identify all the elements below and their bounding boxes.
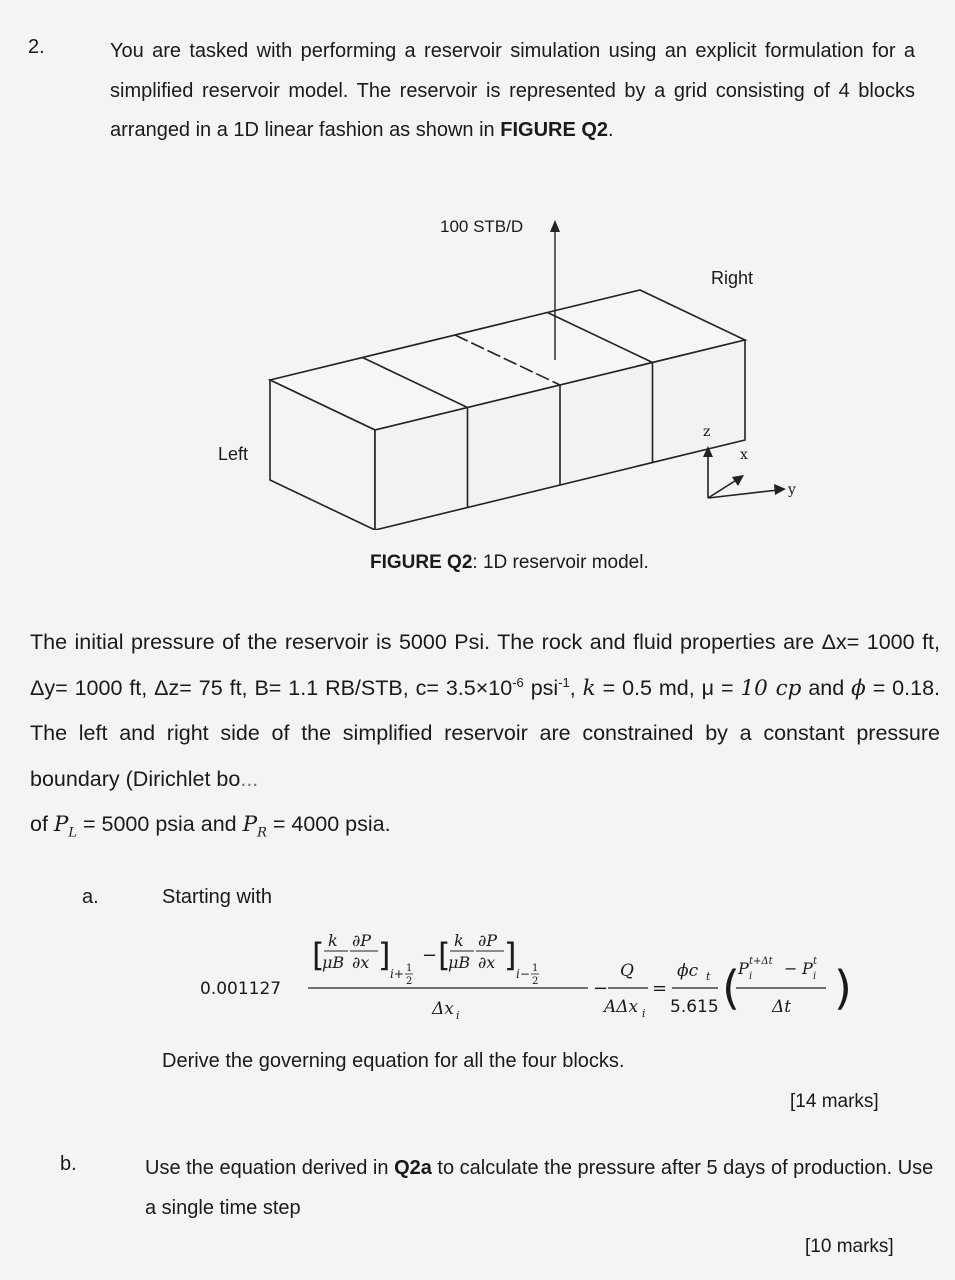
svg-text:]: ] bbox=[504, 936, 517, 974]
svg-text:−: − bbox=[593, 978, 609, 999]
svg-text:[: [ bbox=[312, 936, 325, 974]
svg-text:∂x: ∂x bbox=[352, 953, 370, 972]
svg-text:−: − bbox=[784, 959, 798, 978]
svg-text:=: = bbox=[652, 978, 668, 999]
svg-text:5.615: 5.615 bbox=[670, 997, 719, 1017]
svg-text:2: 2 bbox=[406, 976, 413, 987]
svg-text:]: ] bbox=[378, 936, 391, 974]
svg-text:2: 2 bbox=[532, 976, 539, 987]
part-a-marks: [14 marks] bbox=[790, 1091, 879, 1112]
axis-y-label: y bbox=[788, 482, 796, 498]
question-intro bbox=[110, 32, 915, 151]
part-b-text1: Use the equation derived in bbox=[145, 1157, 395, 1179]
properties-text: The initial pressure of the reservoir is 5000 Psi. The rock and fluid properties are Δx= 1000 ft, Δy= 1000 ft, Δz= 75 ft, B= 1.1 RB/STB, c= 3.5×10 bbox=[30, 630, 940, 700]
figure-caption-bold: FIGURE Q2 bbox=[370, 552, 473, 573]
axis-y-head bbox=[774, 484, 786, 495]
axis-z-label: z bbox=[703, 424, 711, 440]
left-label: Left bbox=[218, 444, 249, 464]
svg-text:i+: i+ bbox=[390, 967, 404, 981]
pl-symbol: P bbox=[53, 812, 69, 837]
reservoir-figure bbox=[190, 200, 830, 530]
intro-figure-ref: FIGURE Q2 bbox=[500, 119, 609, 141]
eq-coefficient: 0.001127 bbox=[200, 979, 282, 999]
intro-end: . bbox=[608, 119, 614, 141]
c-exponent: -6 bbox=[512, 674, 524, 690]
pr-subscript: R bbox=[257, 825, 267, 841]
cut-trail: ... bbox=[240, 766, 259, 791]
svg-text:P: P bbox=[738, 959, 749, 978]
svg-text:ϕc: ϕc bbox=[677, 961, 699, 981]
governing-equation bbox=[200, 916, 880, 1046]
svg-text:): ) bbox=[834, 961, 852, 1015]
pl-subscript: L bbox=[68, 825, 78, 841]
k-symbol: k bbox=[582, 675, 596, 701]
part-b-text bbox=[145, 1148, 935, 1228]
and-text: and bbox=[801, 675, 852, 700]
part-b-label: b. bbox=[60, 1153, 77, 1175]
svg-text:i−: i− bbox=[516, 967, 530, 981]
svg-text:AΔx: AΔx bbox=[604, 997, 639, 1017]
svg-text:i: i bbox=[642, 1007, 646, 1020]
svg-text:i: i bbox=[456, 1009, 460, 1022]
question-number: 2. bbox=[28, 36, 45, 58]
mu-value: 10 cp bbox=[740, 675, 802, 701]
k-equation: = 0.5 md, μ = bbox=[595, 675, 741, 700]
part-b-ref: Q2a bbox=[394, 1157, 432, 1179]
svg-text:P: P bbox=[802, 959, 813, 978]
phi-equation: = 0.18. The left and right side of the simplified reservoir are constrained by a constant pressure boundary (Dirichlet bo bbox=[30, 675, 940, 791]
well-arrow-head bbox=[550, 220, 560, 232]
svg-text:∂P: ∂P bbox=[352, 931, 372, 950]
rate-label: 100 STB/D bbox=[440, 217, 524, 236]
svg-text:k: k bbox=[454, 931, 464, 950]
svg-text:μB: μB bbox=[322, 953, 345, 972]
figure-caption bbox=[370, 552, 649, 574]
svg-text:∂x: ∂x bbox=[478, 953, 496, 972]
of-text: of bbox=[30, 812, 54, 836]
pr-equation: = 4000 psia. bbox=[266, 812, 391, 836]
flux-plus bbox=[312, 931, 413, 987]
svg-text:−: − bbox=[422, 945, 438, 966]
axis-x-label: x bbox=[740, 447, 748, 463]
part-a-label: a. bbox=[82, 886, 99, 908]
starting-with: Starting with bbox=[162, 886, 273, 908]
intro-text: You are tasked with performing a reservoir simulation using an explicit formulation for a simplified reservoir model. The reservoir is represented by a grid consisting of 4 blocks arranged in a 1D linear fashion as shown in bbox=[110, 40, 915, 141]
part-b-text2: to calculate the pressure after 5 days of production. Use a single time step bbox=[145, 1157, 934, 1219]
svg-text:i: i bbox=[813, 971, 817, 982]
svg-text:Δx: Δx bbox=[432, 999, 454, 1019]
svg-text:1: 1 bbox=[532, 963, 539, 974]
svg-text:Q: Q bbox=[620, 961, 634, 981]
svg-text:t+Δt: t+Δt bbox=[749, 956, 773, 967]
psi-exponent: -1 bbox=[558, 674, 570, 690]
svg-text:t: t bbox=[706, 970, 711, 983]
pl-equation: = 5000 psia and bbox=[77, 812, 243, 836]
svg-text:1: 1 bbox=[406, 963, 413, 974]
figure-caption-text: : 1D reservoir model. bbox=[472, 552, 649, 573]
svg-text:∂P: ∂P bbox=[478, 931, 498, 950]
properties-paragraph: The initial pressure of the reservoir is 5000 Psi. The rock and fluid properties are Δx= 1000 ft, Δy= 1000 ft, Δz= 75 ft, B= 1.1 RB/STB, $c= 3.5\times 10^{-6}$ psi$^{-1}$, k = 0.5 md, μ = 10 cp and ϕ = 0.18. The left and right side of the simplified reservoir are constrained by a constant pressure boundary (Dirichlet bo... of $P_L = 5000$ psia and $P_R = 4000$ psia. bbox=[30, 630, 940, 841]
svg-text:μB: μB bbox=[448, 953, 471, 972]
svg-text:t: t bbox=[813, 956, 818, 967]
svg-text:Δt: Δt bbox=[772, 997, 792, 1017]
right-label: Right bbox=[711, 268, 754, 288]
phi-symbol: ϕ bbox=[851, 675, 866, 701]
axis-x-head bbox=[732, 475, 744, 486]
derive-instruction: Derive the governing equation for all the four blocks. bbox=[162, 1050, 625, 1072]
svg-text:[: [ bbox=[438, 936, 451, 974]
svg-text:k: k bbox=[328, 931, 338, 950]
svg-text:(: ( bbox=[722, 961, 740, 1015]
svg-text:i: i bbox=[749, 971, 753, 982]
flux-minus bbox=[438, 931, 539, 987]
pr-symbol: P bbox=[242, 812, 258, 837]
part-b-marks: [10 marks] bbox=[805, 1236, 894, 1257]
c-unit: psi bbox=[523, 675, 559, 700]
